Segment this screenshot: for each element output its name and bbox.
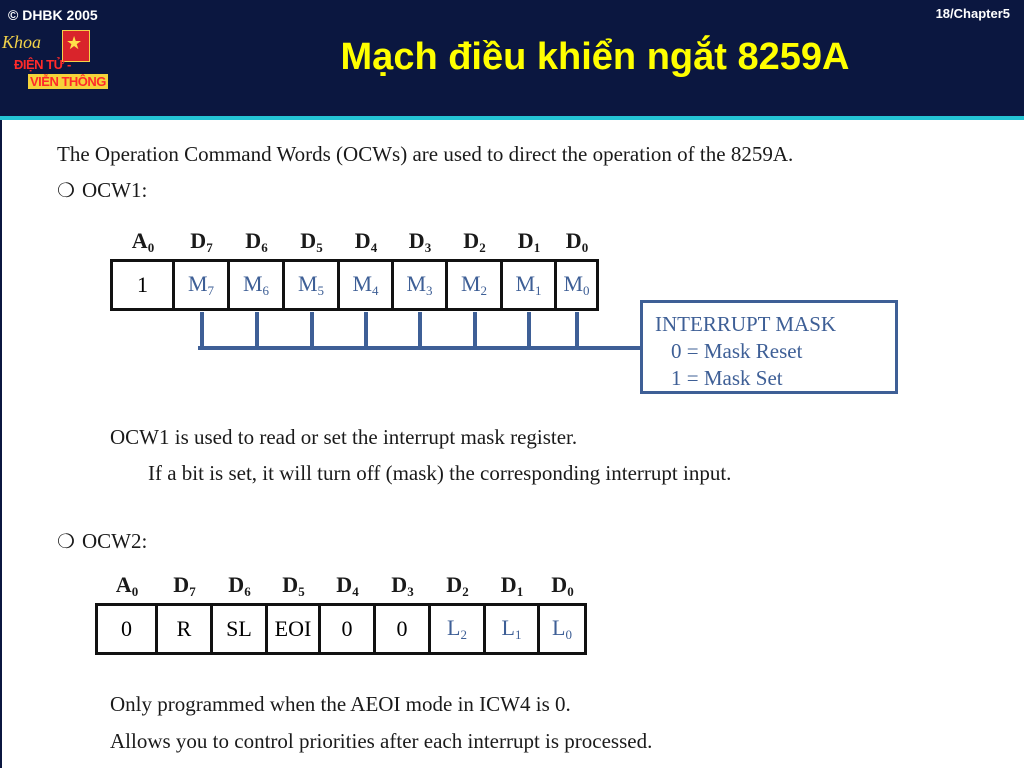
bullet-icon: ❍	[57, 180, 75, 202]
bit-cell	[485, 605, 539, 654]
bit-header	[174, 228, 229, 256]
bit-symbol: L	[552, 615, 566, 640]
connector-vertical	[575, 312, 579, 350]
bit-header	[229, 228, 284, 256]
connector-vertical	[255, 312, 259, 350]
bit-symbol: D	[190, 228, 207, 253]
logo-line2: VIỄN THÔNG	[30, 74, 106, 89]
bit-cell	[229, 261, 284, 310]
bit-subscript: 3	[426, 283, 433, 298]
bit-cell	[447, 261, 502, 310]
bit-symbol: D	[446, 572, 463, 597]
ocw2-heading: OCW2:	[82, 529, 148, 553]
bit-symbol: M	[187, 271, 208, 296]
bit-header	[447, 228, 502, 256]
bit-subscript: 2	[460, 627, 467, 642]
bit-symbol: SL	[226, 616, 252, 641]
connector-horizontal	[198, 346, 640, 350]
bit-subscript: 6	[244, 584, 251, 599]
bit-header	[157, 572, 212, 600]
ocw1-heading: OCW1:	[82, 178, 148, 202]
bit-subscript: 1	[533, 240, 541, 255]
bit-subscript: 6	[261, 240, 268, 255]
bit-cell	[320, 605, 375, 654]
bit-header	[267, 572, 320, 600]
ocw2-description-2: Allows you to control priorities after each interrupt is processed.	[110, 729, 653, 753]
bit-subscript: 2	[479, 240, 486, 255]
bit-symbol: D	[354, 228, 371, 253]
logo-line1: ĐIỆN TỬ -	[14, 57, 71, 72]
bit-subscript: 0	[131, 584, 139, 599]
bit-header	[430, 572, 485, 600]
bit-symbol: D	[391, 572, 408, 597]
bit-symbol: A	[131, 228, 148, 253]
connector-vertical	[200, 312, 204, 350]
bit-symbol: D	[336, 572, 353, 597]
bit-header	[212, 572, 267, 600]
bit-cell	[267, 605, 320, 654]
bit-subscript: 4	[372, 283, 379, 298]
ocw1-description-2: If a bit is set, it will turn off (mask) the corresponding interrupt input.	[148, 461, 732, 485]
bit-header	[97, 572, 157, 600]
bit-cell	[284, 261, 339, 310]
star-icon: ★	[66, 33, 83, 54]
bit-symbol: R	[176, 616, 192, 641]
bit-subscript: 1	[514, 627, 522, 642]
bit-subscript: 7	[207, 283, 215, 298]
bit-cell	[97, 605, 157, 654]
bit-header	[485, 572, 539, 600]
bit-symbol: L	[447, 615, 461, 640]
bit-subscript: 2	[480, 283, 488, 298]
bit-symbol: L	[501, 615, 515, 640]
bit-symbol: M	[297, 271, 318, 296]
bit-header	[539, 572, 586, 600]
connector-vertical	[527, 312, 531, 350]
slide-number: 18/Chapter5	[935, 6, 1010, 21]
connector-vertical	[364, 312, 368, 350]
ocw2-description-1: Only programmed when the AEOI mode in ICW4 is 0.	[110, 692, 571, 716]
bit-header	[375, 572, 430, 600]
bit-cell	[502, 261, 556, 310]
bit-subscript: 5	[317, 283, 325, 298]
bit-subscript: 0	[583, 283, 590, 298]
bit-subscript: 0	[581, 240, 589, 255]
bit-symbol: D	[282, 572, 299, 597]
bit-symbol: D	[228, 572, 245, 597]
bit-subscript: 4	[370, 240, 378, 255]
bit-symbol: D	[517, 228, 534, 253]
bit-symbol: 0	[341, 616, 353, 641]
bit-symbol: D	[565, 228, 582, 253]
bit-symbol: M	[460, 271, 481, 296]
bit-subscript: 0	[565, 627, 572, 642]
bit-subscript: 5	[316, 240, 323, 255]
bit-subscript: 6	[262, 283, 270, 298]
ocw1-description-1: OCW1 is used to read or set the interrupt mask register.	[110, 425, 578, 449]
bit-symbol: M	[352, 271, 373, 296]
bit-cell	[556, 261, 598, 310]
faculty-logo	[0, 26, 124, 102]
interrupt-mask-box	[640, 300, 898, 394]
bullet-icon: ❍	[57, 531, 75, 553]
bit-subscript: 7	[189, 584, 196, 599]
bit-symbol: A	[115, 572, 132, 597]
bit-symbol: 0	[396, 616, 408, 641]
connector-vertical	[473, 312, 477, 350]
mask-reset-line: 0 = Mask Reset	[671, 339, 803, 363]
ocw1-bit-table	[110, 259, 599, 311]
bit-cell	[174, 261, 229, 310]
bit-header	[556, 228, 598, 256]
bit-cell	[112, 261, 174, 310]
bit-symbol: 0	[121, 616, 132, 641]
mask-set-line: 1 = Mask Set	[671, 366, 783, 390]
logo-script: Khoa	[2, 32, 42, 52]
bit-symbol: D	[551, 572, 568, 597]
bit-symbol: D	[463, 228, 480, 253]
header-rule	[0, 116, 1024, 120]
bit-header	[339, 228, 393, 256]
bit-subscript: 5	[298, 584, 305, 599]
intro-text: The Operation Command Words (OCWs) are used to direct the operation of the 8259A.	[57, 142, 794, 166]
bit-cell	[393, 261, 447, 310]
bit-subscript: 7	[206, 240, 213, 255]
bit-symbol: D	[245, 228, 262, 253]
bit-symbol: M	[515, 271, 536, 296]
bit-cell	[430, 605, 485, 654]
bit-symbol: EOI	[274, 616, 312, 641]
connector-vertical	[418, 312, 422, 350]
bit-symbol: D	[500, 572, 517, 597]
bit-subscript: 2	[462, 584, 469, 599]
mask-box-title: INTERRUPT MASK	[655, 312, 837, 336]
bit-cell	[339, 261, 393, 310]
bit-subscript: 0	[147, 240, 155, 255]
bit-header	[393, 228, 447, 256]
bit-subscript: 0	[567, 584, 574, 599]
bit-header	[502, 228, 556, 256]
bit-cell	[212, 605, 267, 654]
slide-title: Mạch điều khiển ngắt 8259A	[340, 36, 850, 78]
bit-cell	[157, 605, 212, 654]
bit-symbol: D	[300, 228, 317, 253]
bit-symbol: M	[242, 271, 263, 296]
bit-cell	[539, 605, 586, 654]
bit-symbol: M	[406, 271, 427, 296]
connector-vertical	[310, 312, 314, 350]
bit-subscript: 1	[516, 584, 524, 599]
bit-header	[284, 228, 339, 256]
ocw2-bit-table	[95, 603, 587, 655]
bit-subscript: 1	[535, 283, 542, 298]
copyright-text: © DHBK 2005	[8, 7, 98, 23]
bit-header	[112, 228, 174, 256]
bit-symbol: D	[173, 572, 190, 597]
bit-subscript: 4	[352, 584, 359, 599]
left-edge-rule	[0, 120, 2, 768]
bit-symbol: D	[408, 228, 425, 253]
bit-symbol: M	[563, 271, 584, 296]
bit-header	[320, 572, 375, 600]
bit-cell	[375, 605, 430, 654]
bit-subscript: 3	[407, 584, 414, 599]
bit-subscript: 3	[424, 240, 432, 255]
bit-symbol: 1	[137, 272, 148, 297]
